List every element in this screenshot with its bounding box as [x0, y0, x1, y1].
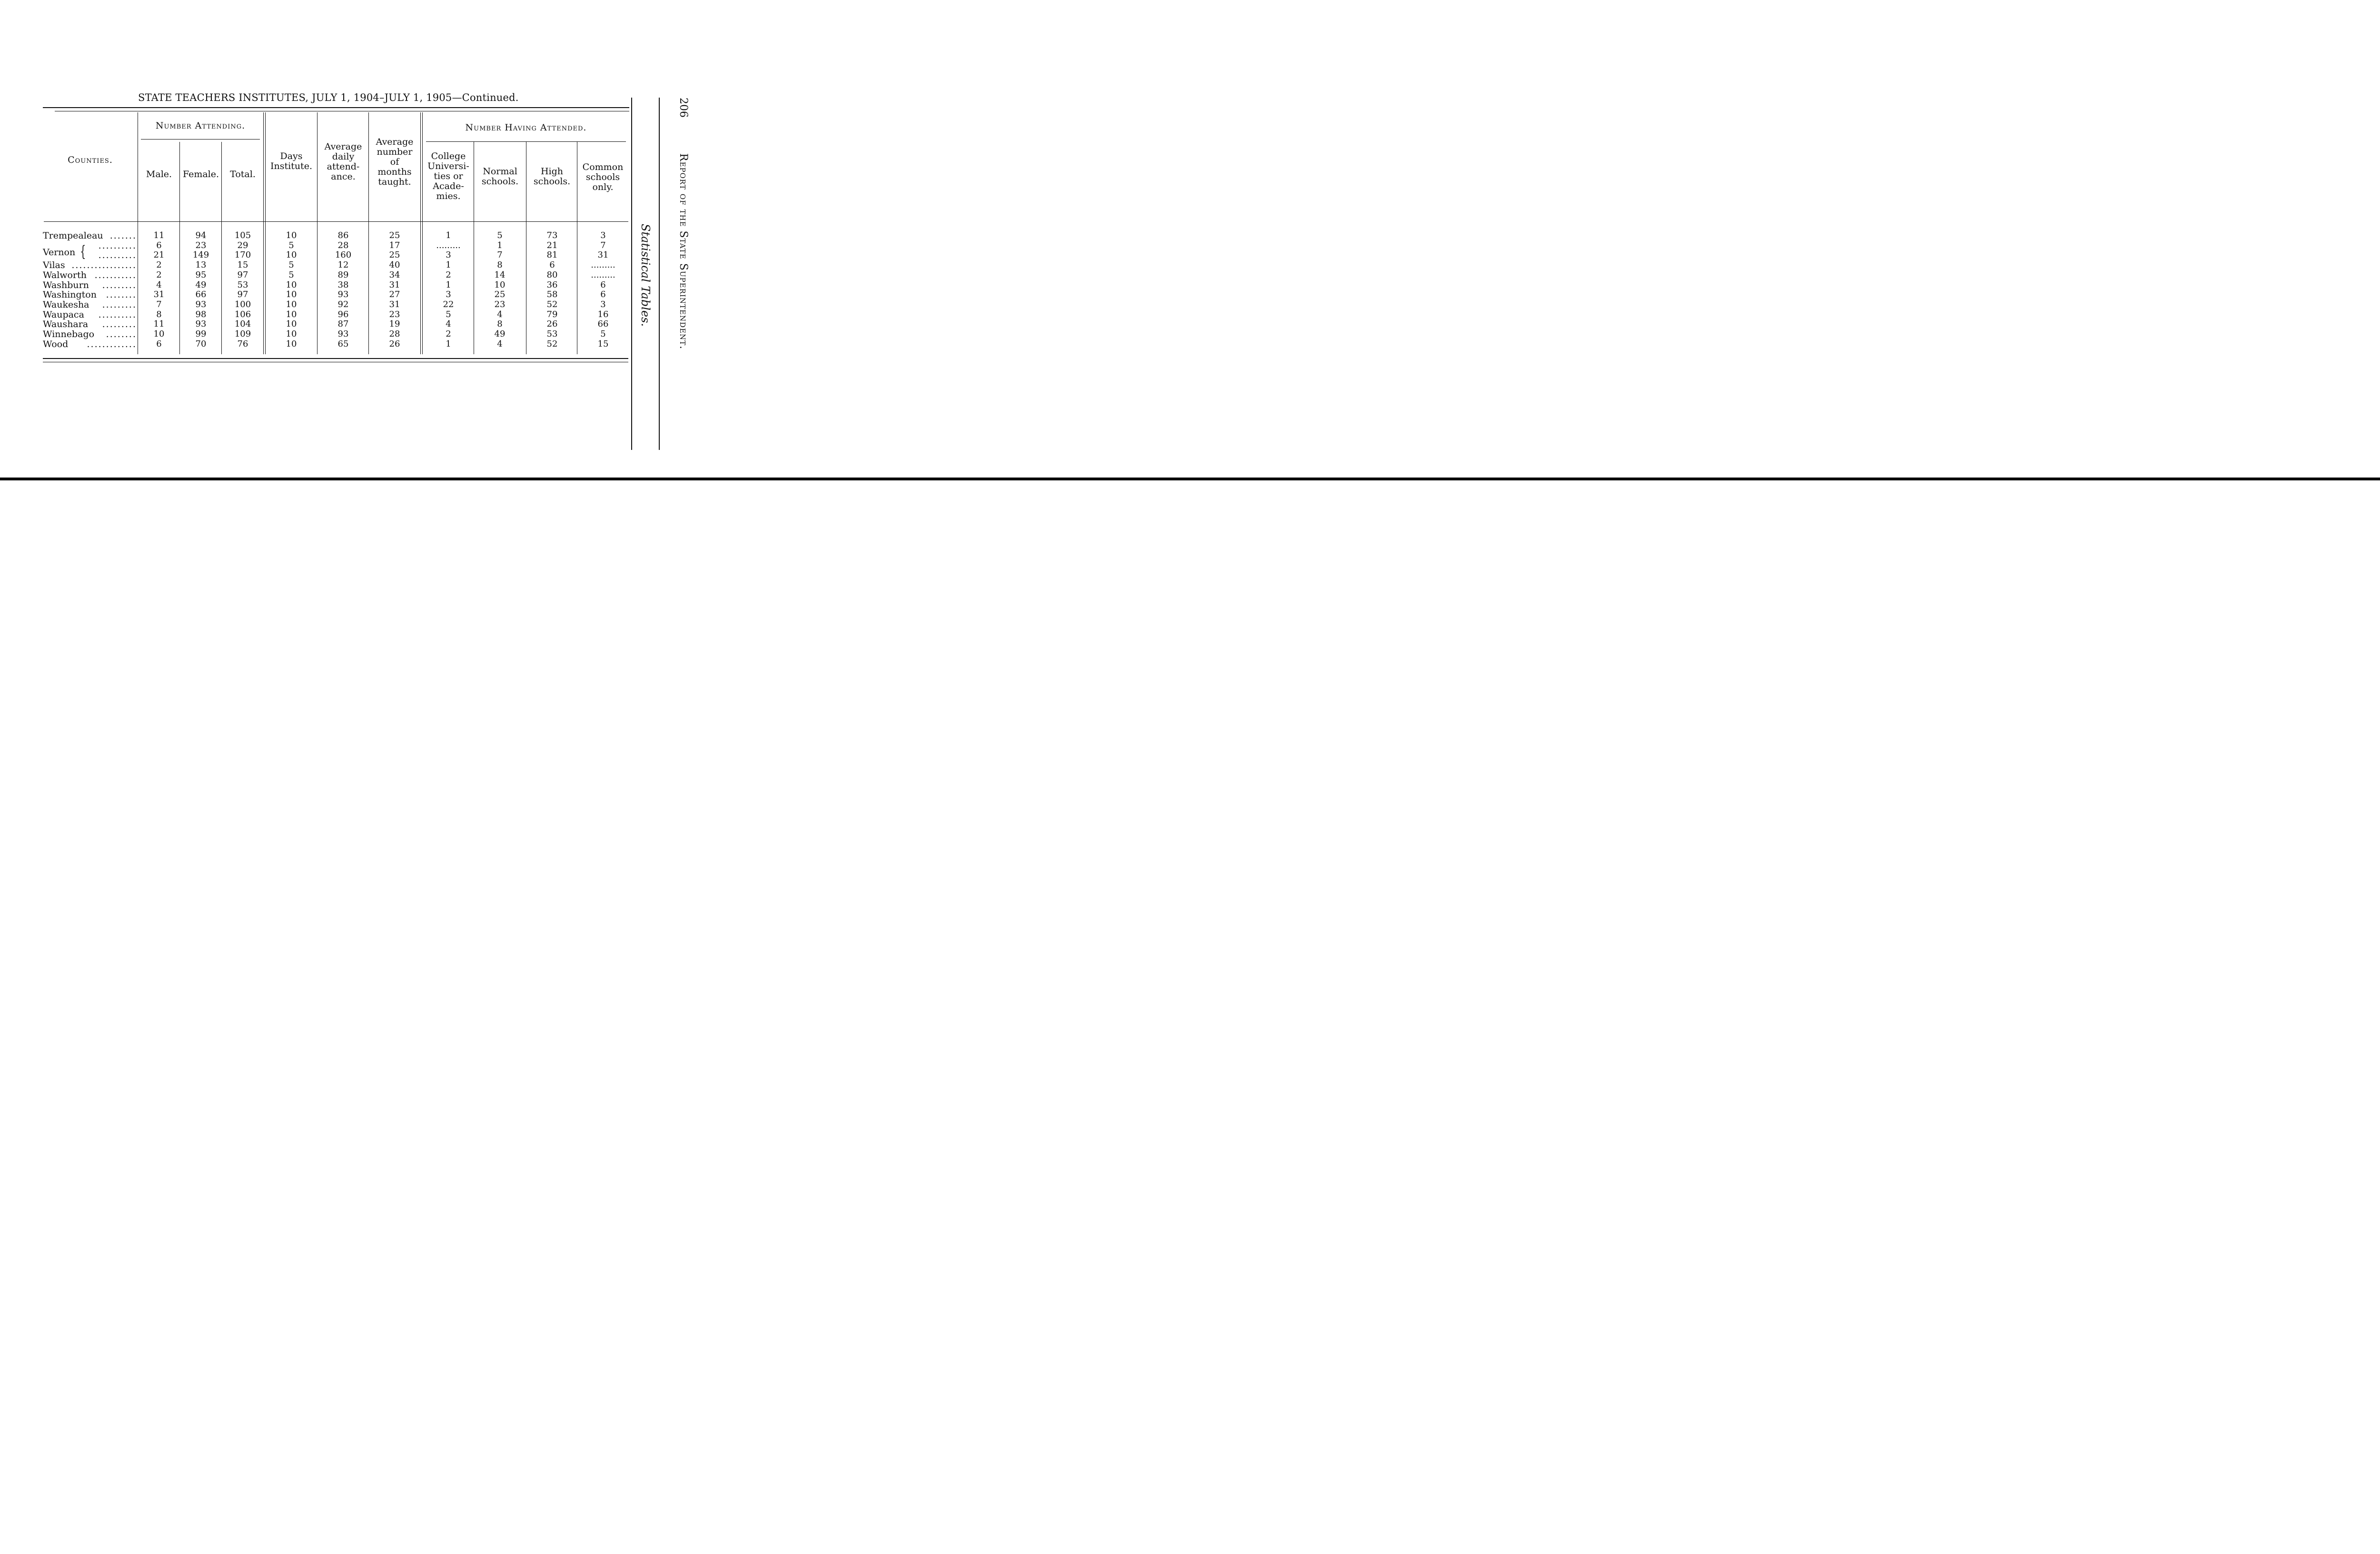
- group-header-having-attended: Number Having Attended.: [465, 122, 587, 133]
- leader-dots: ........: [106, 329, 137, 339]
- cell-female: 66: [195, 289, 207, 300]
- cell-normal: 14: [494, 269, 506, 280]
- col-header-counties: Counties.: [68, 155, 113, 165]
- cell-days: 10: [286, 329, 297, 339]
- cell-common: 16: [597, 309, 609, 319]
- leader-dots: ........: [106, 289, 137, 300]
- cell-college: 5: [446, 309, 451, 319]
- table-title: STATE TEACHERS INSTITUTES, JULY 1, 1904–JULY 1, 1905—Continued.: [138, 92, 519, 103]
- col-header-female: Female.: [182, 169, 219, 179]
- cell-high: 79: [546, 309, 558, 319]
- vernon-county-label: Vernon {: [43, 242, 86, 260]
- cell-common: 6: [600, 279, 606, 290]
- cell-avg-months: 25: [389, 230, 400, 240]
- col-header-days: Days Institute.: [270, 151, 312, 171]
- cell-avg-daily: 87: [337, 319, 349, 329]
- cell-avg-daily: 92: [337, 299, 349, 309]
- cell-female: 149: [192, 250, 209, 260]
- cell-normal: 4: [497, 309, 503, 319]
- cell-avg-months: 31: [389, 279, 400, 290]
- group-header-attending: Number Attending.: [155, 120, 246, 131]
- leader-dots: .........: [102, 279, 137, 290]
- cell-total: 105: [234, 230, 251, 240]
- county-name: Waupaca: [43, 309, 84, 320]
- county-name: Trempealeau: [43, 230, 103, 241]
- cell-avg-months: 27: [389, 289, 400, 300]
- cell-female: 94: [195, 230, 207, 240]
- county-name: Waukesha: [43, 299, 89, 310]
- leader-dots: ..........: [98, 250, 137, 261]
- col-divider: [420, 112, 421, 354]
- cell-male: 11: [153, 230, 165, 240]
- cell-high: 81: [546, 250, 558, 260]
- cell-avg-daily: 160: [335, 250, 352, 260]
- cell-avg-daily: 93: [337, 289, 349, 300]
- cell-high: 80: [546, 269, 558, 280]
- cell-total: 29: [237, 240, 248, 250]
- cell-male: 10: [153, 329, 165, 339]
- cell-avg-months: 31: [389, 299, 400, 309]
- cell-college: .........: [436, 240, 461, 250]
- cell-days: 10: [286, 230, 297, 240]
- cell-normal: 10: [494, 279, 506, 290]
- cell-days: 10: [286, 309, 297, 319]
- cell-high: 6: [549, 260, 555, 270]
- cell-common: 5: [600, 329, 606, 339]
- leader-dots: ...........: [94, 269, 137, 280]
- cell-college: 1: [446, 339, 451, 349]
- cell-normal: 8: [497, 319, 503, 329]
- cell-male: 2: [156, 260, 162, 270]
- cell-days: 10: [286, 299, 297, 309]
- col-header-common: Common schools only.: [582, 162, 624, 192]
- cell-avg-daily: 89: [337, 269, 349, 280]
- cell-high: 52: [546, 299, 558, 309]
- cell-total: 15: [237, 260, 248, 270]
- cell-normal: 8: [497, 260, 503, 270]
- cell-male: 21: [153, 250, 165, 260]
- running-head: Report of the State Superintendent.: [677, 153, 689, 350]
- brace-icon: {: [80, 242, 86, 260]
- cell-avg-months: 34: [389, 269, 400, 280]
- county-name: Washington: [43, 289, 97, 300]
- cell-normal: 1: [497, 240, 503, 250]
- cell-high: 36: [546, 279, 558, 290]
- cell-days: 5: [288, 240, 294, 250]
- cell-total: 97: [237, 269, 248, 280]
- cell-normal: 25: [494, 289, 506, 300]
- cell-male: 7: [156, 299, 162, 309]
- cell-male: 8: [156, 309, 162, 319]
- cell-common: 31: [597, 250, 609, 260]
- cell-common: 3: [600, 230, 606, 240]
- leader-dots: .........: [102, 299, 137, 310]
- cell-college: 3: [446, 250, 451, 260]
- cell-avg-months: 26: [389, 339, 400, 349]
- col-header-average-daily: Average daily attend- ance.: [324, 141, 362, 182]
- cell-college: 3: [446, 289, 451, 300]
- cell-female: 95: [195, 269, 207, 280]
- county-name: Wood: [43, 339, 69, 349]
- col-header-male: Male.: [146, 169, 172, 179]
- cell-college: 1: [446, 260, 451, 270]
- cell-avg-months: 40: [389, 260, 400, 270]
- cell-avg-months: 19: [389, 319, 400, 329]
- cell-days: 10: [286, 319, 297, 329]
- cell-female: 99: [195, 329, 207, 339]
- cell-total: 53: [237, 279, 248, 290]
- leader-dots: .......: [109, 230, 137, 241]
- cell-normal: 7: [497, 250, 503, 260]
- cell-female: 49: [195, 279, 207, 290]
- col-header-total: Total.: [230, 169, 256, 179]
- cell-avg-months: 28: [389, 329, 400, 339]
- cell-total: 97: [237, 289, 248, 300]
- cell-days: 10: [286, 339, 297, 349]
- cell-high: 73: [546, 230, 558, 240]
- cell-college: 2: [446, 329, 451, 339]
- cell-college: 4: [446, 319, 451, 329]
- leader-dots: .........: [102, 319, 137, 330]
- cell-female: 13: [195, 260, 207, 270]
- cell-avg-daily: 86: [337, 230, 349, 240]
- cell-male: 2: [156, 269, 162, 280]
- cell-days: 5: [288, 269, 294, 280]
- page-number: 206: [677, 98, 689, 118]
- cell-total: 76: [237, 339, 248, 349]
- cell-female: 98: [195, 309, 207, 319]
- cell-male: 11: [153, 319, 165, 329]
- cell-normal: 5: [497, 230, 503, 240]
- cell-days: 10: [286, 279, 297, 290]
- cell-total: 100: [234, 299, 251, 309]
- cell-high: 26: [546, 319, 558, 329]
- cell-avg-daily: 65: [337, 339, 349, 349]
- cell-days: 5: [288, 260, 294, 270]
- cell-normal: 49: [494, 329, 506, 339]
- col-header-high: High schools.: [533, 166, 571, 187]
- cell-total: 109: [234, 329, 251, 339]
- county-name: Walworth: [43, 269, 87, 280]
- cell-avg-daily: 28: [337, 240, 349, 250]
- cell-common: 66: [597, 319, 609, 329]
- cell-total: 104: [234, 319, 251, 329]
- cell-female: 70: [195, 339, 207, 349]
- col-header-average-months: Average number of months taught.: [376, 137, 414, 187]
- cell-avg-daily: 93: [337, 329, 349, 339]
- cell-college: 22: [443, 299, 454, 309]
- cell-college: 2: [446, 269, 451, 280]
- cell-days: 10: [286, 289, 297, 300]
- cell-normal: 4: [497, 339, 503, 349]
- county-name: Waushara: [43, 319, 89, 330]
- county-name: Vilas: [43, 260, 65, 271]
- scan-edge: [0, 478, 2380, 480]
- leader-dots: ..........: [98, 240, 137, 251]
- cell-avg-daily: 12: [337, 260, 349, 270]
- leader-dots: .............: [87, 339, 137, 349]
- cell-common: .........: [591, 260, 615, 270]
- county-name: Winnebago: [43, 329, 95, 339]
- cell-college: 1: [446, 279, 451, 290]
- cell-high: 58: [546, 289, 558, 300]
- leader-dots: ..........: [98, 309, 137, 320]
- statistical-tables-label: Statistical Tables.: [639, 224, 652, 327]
- cell-avg-daily: 38: [337, 279, 349, 290]
- cell-avg-months: 23: [389, 309, 400, 319]
- header-bottom-rule: [44, 221, 628, 222]
- cell-high: 53: [546, 329, 558, 339]
- cell-high: 52: [546, 339, 558, 349]
- bottom-rule: [43, 358, 628, 359]
- cell-high: 21: [546, 240, 558, 250]
- cell-common: .........: [591, 269, 615, 280]
- cell-college: 1: [446, 230, 451, 240]
- cell-female: 93: [195, 299, 207, 309]
- cell-female: 23: [195, 240, 207, 250]
- cell-male: 6: [156, 240, 162, 250]
- cell-common: 15: [597, 339, 609, 349]
- cell-total: 106: [234, 309, 251, 319]
- leader-dots: .................: [71, 260, 137, 271]
- cell-male: 6: [156, 339, 162, 349]
- cell-male: 31: [153, 289, 165, 300]
- cell-common: 6: [600, 289, 606, 300]
- cell-common: 3: [600, 299, 606, 309]
- cell-female: 93: [195, 319, 207, 329]
- cell-male: 4: [156, 279, 162, 290]
- running-head-rule: [659, 98, 660, 450]
- side-label-rule: [631, 98, 632, 450]
- cell-common: 7: [600, 240, 606, 250]
- cell-total: 170: [234, 250, 251, 260]
- county-name: Washburn: [43, 279, 89, 290]
- top-rule: [43, 107, 629, 108]
- col-header-college: College Universi- ties or Acade- mies.: [427, 151, 469, 201]
- col-header-normal: Normal schools.: [481, 166, 519, 187]
- cell-normal: 23: [494, 299, 506, 309]
- cell-avg-months: 17: [389, 240, 400, 250]
- cell-avg-daily: 96: [337, 309, 349, 319]
- cell-days: 10: [286, 250, 297, 260]
- cell-avg-months: 25: [389, 250, 400, 260]
